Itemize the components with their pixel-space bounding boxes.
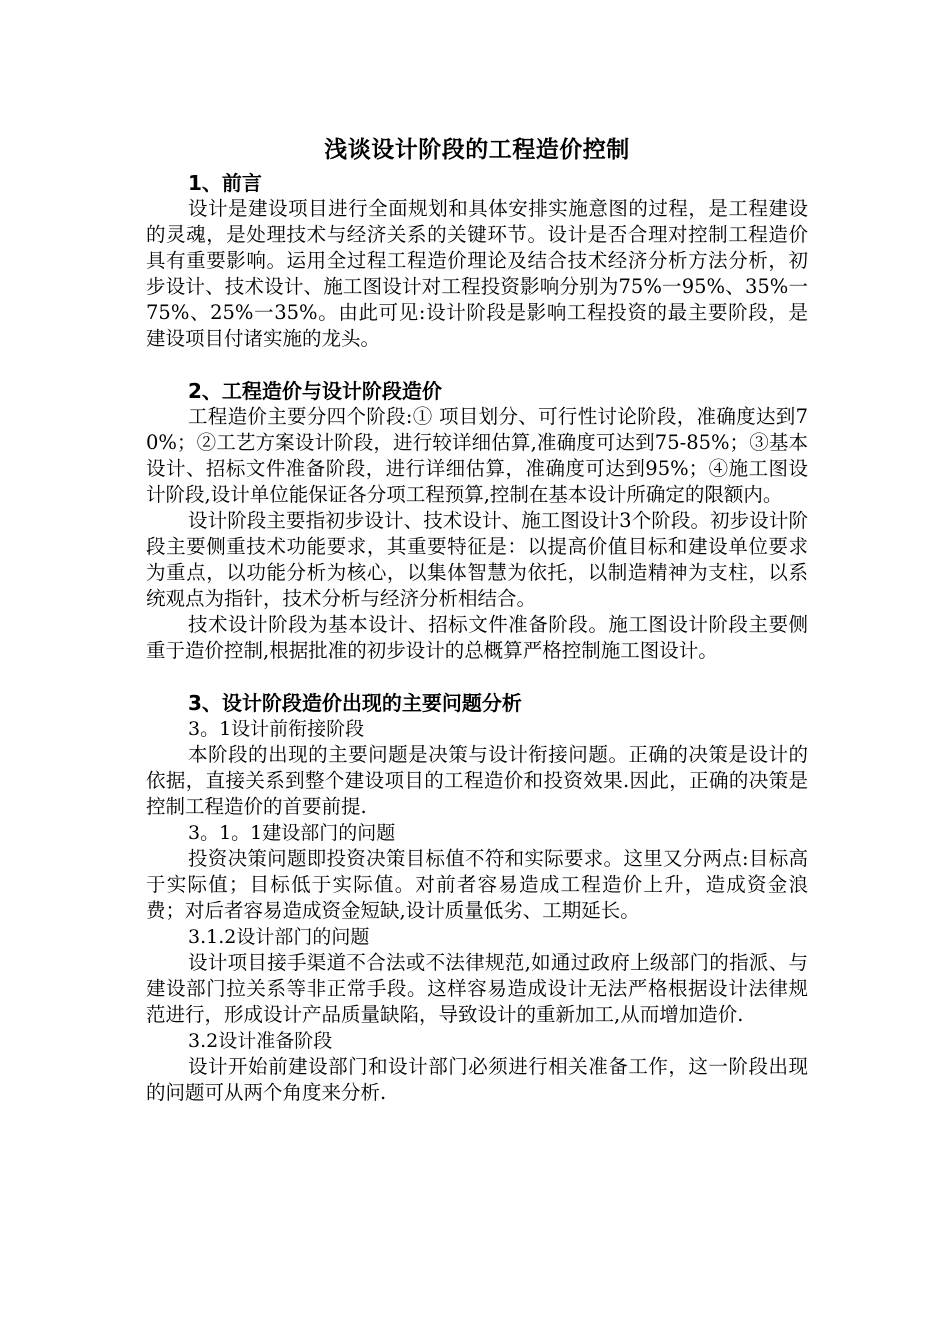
paragraph: 本阶段的出现的主要问题是决策与设计衔接问题。正确的决策是设计的依据，直接关系到整个建设项目的工程造价和投资效果.因此，正确的决策是控制工程造价的首要前提. [146, 743, 808, 818]
paragraph: 设计开始前建设部门和设计部门必须进行相关准备工作，这一阶段出现的问题可从两个角度来分析. [146, 1055, 808, 1104]
paragraph: 技术设计阶段为基本设计、招标文件准备阶段。施工图设计阶段主要侧重于造价控制,根据批准的初步设计的总概算严格控制施工图设计。 [146, 613, 808, 662]
paragraph: 工程造价主要分四个阶段:① 项目划分、可行性讨论阶段，准确度达到70%；②工艺方案设计阶段，进行较详细估算,准确度可达到75-85%；③基本设计、招标文件准备阶段，进行详细估算，准确度可达到95%；④施工图设计阶段,设计单位能保证各分项工程预算,控制在基本设计所确定的限额内。 [146, 405, 808, 506]
section-2 [146, 378, 808, 664]
paragraph-gap [146, 664, 808, 690]
paragraph: 设计阶段主要指初步设计、技术设计、施工图设计3个阶段。初步设计阶段主要侧重技术功能要求，其重要特征是：以提高价值目标和建设单位要求为重点，以功能分析为核心，以集体智慧为依托，以制造精神为支柱，以系统观点为指针，技术分析与经济分析相结合。 [146, 509, 808, 610]
section-heading: 1、前言 [188, 171, 262, 195]
section-heading: 3、设计阶段造价出现的主要问题分析 [188, 691, 522, 715]
subsection-heading: 3。1设计前衔接阶段 [188, 718, 365, 740]
section-1 [146, 170, 808, 352]
subsection-heading: 3.1.2设计部门的问题 [188, 926, 370, 948]
subsection-heading: 3.2设计准备阶段 [188, 1030, 333, 1052]
section-heading: 2、工程造价与设计阶段造价 [188, 379, 442, 403]
document-title: 浅谈设计阶段的工程造价控制 [324, 137, 630, 163]
document-page [146, 130, 808, 1106]
paragraph: 设计是建设项目进行全面规划和具体安排实施意图的过程，是工程建设的灵魂，是处理技术与经济关系的关键环节。设计是否合理对控制工程造价具有重要影响。运用全过程工程造价理论及结合技术经济分析方法分析，初步设计、技术设计、施工图设计对工程投资影响分别为75%一95%、35%一75%、25%一35%。由此可见:设计阶段是影响工程投资的最主要阶段，是建设项目付诸实施的龙头。 [146, 197, 808, 350]
paragraph: 投资决策问题即投资决策目标值不符和实际要求。这里又分两点:目标高于实际值；目标低于实际值。对前者容易造成工程造价上升，造成资金浪费；对后者容易造成资金短缺,设计质量低劣、工期延长。 [146, 847, 808, 922]
subsection-heading: 3。1。1建设部门的问题 [188, 822, 396, 844]
paragraph: 设计项目接手渠道不合法或不法律规范,如通过政府上级部门的指派、与建设部门拉关系等非正常手段。这样容易造成设计无法严格根据设计法律规范进行，形成设计产品质量缺陷，导致设计的重新加工,从而增加造价. [146, 951, 808, 1026]
section-3 [146, 690, 808, 1106]
paragraph-gap [146, 352, 808, 378]
